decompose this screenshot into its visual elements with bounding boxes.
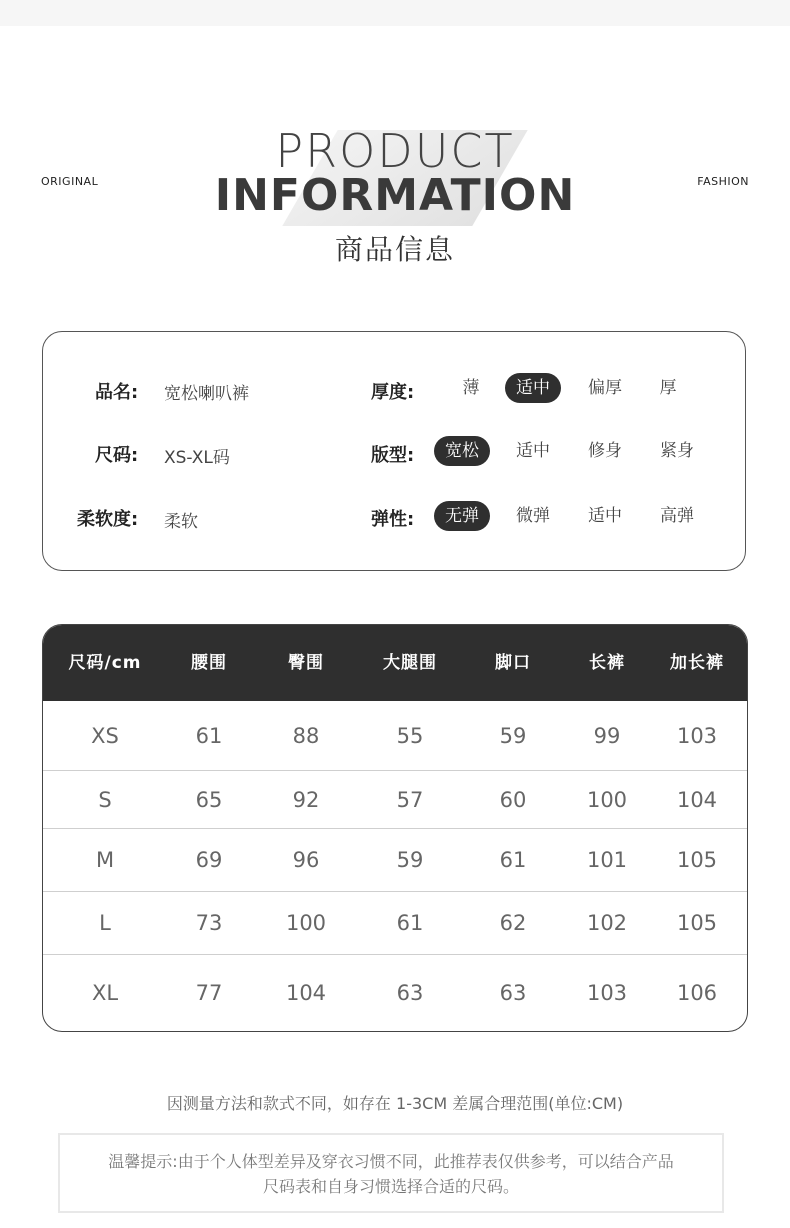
name-value: 宽松喇叭裤 bbox=[164, 384, 249, 404]
table-cell: 77 bbox=[195, 981, 223, 1005]
table-cell: 73 bbox=[195, 911, 223, 935]
table-cell: 104 bbox=[676, 787, 718, 812]
table-row bbox=[43, 955, 747, 1031]
size-label: 尺码: bbox=[95, 445, 139, 466]
table-cell: M bbox=[95, 848, 115, 872]
table-cell: 59 bbox=[396, 848, 424, 872]
thickness-label: 厚度: bbox=[371, 382, 415, 403]
table-cell: 106 bbox=[676, 981, 718, 1005]
table-cell: 61 bbox=[396, 911, 424, 935]
table-cell: 61 bbox=[195, 723, 223, 748]
elasticity-option: 适中 bbox=[588, 506, 622, 526]
title-chinese: 商品信息 bbox=[334, 233, 455, 266]
fit-option-selected: 宽松 bbox=[434, 436, 490, 466]
thickness-option-selected: 适中 bbox=[505, 373, 561, 403]
tip-line-1: 温馨提示:由于个人体型差异及穿衣习惯不同，此推荐表仅供参考，可以结合产品 bbox=[108, 1152, 674, 1171]
size-table bbox=[42, 624, 748, 1032]
softness-value: 柔软 bbox=[164, 512, 198, 532]
size-table-header bbox=[43, 625, 747, 701]
tip-line-2: 尺码表和自身习惯选择合适的尺码。 bbox=[262, 1177, 519, 1196]
table-row bbox=[43, 892, 747, 955]
table-cell: 105 bbox=[676, 848, 718, 872]
table-cell: 92 bbox=[292, 787, 320, 812]
table-cell: 100 bbox=[586, 787, 628, 812]
tip-box bbox=[58, 1133, 724, 1213]
header-left-word: ORIGINAL bbox=[41, 175, 99, 188]
fit-option: 修身 bbox=[588, 441, 622, 461]
table-row bbox=[43, 829, 747, 892]
measurement-note: 因测量方法和款式不同，如存在 1-3CM 差属合理范围(单位:CM) bbox=[166, 1094, 624, 1113]
header-cell: 脚口 bbox=[495, 653, 531, 673]
header-cell: 臀围 bbox=[288, 653, 324, 673]
table-cell: 100 bbox=[285, 911, 327, 935]
name-label: 品名: bbox=[95, 382, 139, 403]
thickness-option: 厚 bbox=[659, 378, 677, 398]
table-cell: 103 bbox=[586, 981, 628, 1005]
header-cell: 大腿围 bbox=[383, 653, 437, 673]
thickness-option: 偏厚 bbox=[588, 378, 622, 398]
title-product: PRODUCT bbox=[275, 124, 515, 178]
table-cell: 55 bbox=[396, 723, 424, 748]
elasticity-option-selected: 无弹 bbox=[434, 501, 490, 531]
top-strip bbox=[0, 0, 790, 26]
table-cell: L bbox=[99, 911, 111, 935]
header-cell: 长裤 bbox=[589, 653, 625, 673]
table-cell: 101 bbox=[586, 848, 628, 872]
table-cell: 60 bbox=[499, 787, 527, 812]
fit-option: 适中 bbox=[516, 441, 550, 461]
table-cell: XS bbox=[91, 723, 119, 748]
header-cell: 加长裤 bbox=[670, 653, 724, 673]
table-cell: 88 bbox=[292, 723, 320, 748]
table-cell: 62 bbox=[499, 911, 527, 935]
table-cell: 65 bbox=[195, 787, 223, 812]
table-row bbox=[43, 771, 747, 829]
header-cell: 腰围 bbox=[191, 653, 227, 673]
table-row bbox=[43, 701, 747, 771]
header-cell: 尺码/cm bbox=[68, 653, 142, 673]
size-value: XS-XL码 bbox=[164, 448, 230, 468]
table-cell: 104 bbox=[285, 981, 327, 1005]
fit-option: 紧身 bbox=[660, 441, 694, 461]
table-cell: 57 bbox=[396, 787, 424, 812]
title-information: INFORMATION bbox=[214, 170, 576, 221]
table-cell: 102 bbox=[586, 911, 628, 935]
table-cell: 96 bbox=[292, 848, 320, 872]
product-attributes-card bbox=[42, 331, 746, 571]
table-cell: 99 bbox=[593, 723, 621, 748]
table-cell: S bbox=[98, 787, 112, 812]
softness-label: 柔软度: bbox=[77, 509, 139, 530]
elasticity-option: 高弹 bbox=[660, 506, 694, 526]
table-cell: 69 bbox=[195, 848, 223, 872]
table-cell: 63 bbox=[499, 981, 527, 1005]
table-cell: 103 bbox=[676, 723, 718, 748]
table-cell: 63 bbox=[396, 981, 424, 1005]
table-cell: XL bbox=[91, 981, 119, 1005]
fit-label: 版型: bbox=[371, 445, 415, 466]
table-cell: 61 bbox=[499, 848, 527, 872]
elasticity-option: 微弹 bbox=[516, 506, 550, 526]
thickness-option: 薄 bbox=[462, 378, 480, 398]
table-cell: 59 bbox=[499, 723, 527, 748]
header-right-word: FASHION bbox=[697, 175, 749, 188]
table-cell: 105 bbox=[676, 911, 718, 935]
elasticity-label: 弹性: bbox=[371, 509, 415, 530]
